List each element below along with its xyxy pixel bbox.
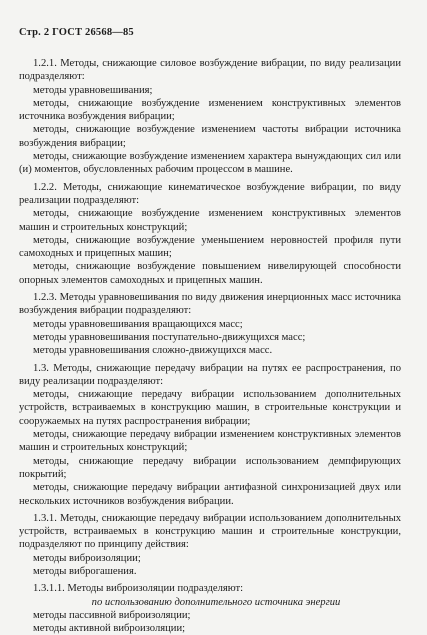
- paragraph: методы, снижающие возбуждение повышением нивелирующей способности опорных элементов самоходных и прицепных машин.: [19, 261, 401, 286]
- paragraph: 1.3.1.1. Методы виброизоляции подразделяют:: [33, 583, 244, 595]
- paragraph: методы активной виброизоляции;: [33, 623, 186, 635]
- paragraph: методы пассивной виброизоляции;: [33, 609, 191, 621]
- paragraph: методы уравновешивания вращающихся масс;: [33, 318, 243, 330]
- paragraph: методы уравновешивания поступательно-движущихся масс;: [33, 331, 306, 343]
- paragraph: 1.2.3. Методы уравновешивания по виду движения инерционных масс источника возбуждения вибрации подразделяют:: [19, 292, 401, 317]
- document-body: [19, 57, 401, 635]
- paragraph: методы виброгашения.: [33, 565, 137, 577]
- paragraph: методы, снижающие передачу вибрации использованием дополнительных устройств, встраиваемых в конструкцию машин, в строительные конструкции и сооружаемых на путях распространения вибрации;: [19, 389, 401, 427]
- paragraph: методы, снижающие возбуждение изменением конструктивных элементов источника возбуждения вибрации;: [19, 97, 401, 123]
- paragraph: методы уравновешивания сложно-движущихся масс.: [33, 345, 273, 357]
- paragraph: методы, снижающие возбуждение уменьшением неровностей профиля пути самоходных и прицепных машин;: [19, 234, 401, 260]
- paragraph: 1.3.1. Методы, снижающие передачу вибрации использованием дополнительных устройств, встраиваемых в конструкцию машин и строительные конструкции, подразделяют по принципу действия:: [19, 512, 401, 551]
- paragraph: методы, снижающие передачу вибрации антифазной синхронизацией двух или нескольких источников возбуждения вибрации.: [19, 482, 401, 507]
- paragraph: методы виброизоляции;: [33, 552, 141, 564]
- paragraph: методы, снижающие передачу вибрации изменением конструктивных элементов машин и строительных конструкций;: [19, 429, 401, 454]
- paragraph: методы, снижающие передачу вибрации использованием демпфирующих покрытий;: [19, 455, 401, 480]
- paragraph: методы, снижающие возбуждение изменением характера вынуждающих сил или (и) моментов, обусловленных рабочим процессом в машине.: [19, 151, 401, 176]
- paragraph: методы, снижающие возбуждение изменением частоты вибрации источника возбуждения вибрации;: [19, 124, 401, 149]
- subheading: по использованию дополнительного источника энергии: [91, 596, 341, 608]
- paragraph: 1.2.2. Методы, снижающие кинематическое возбуждение вибрации, по виду реализации подразделяют:: [19, 181, 401, 206]
- paragraph: методы уравновешивания;: [33, 84, 153, 96]
- paragraph: 1.3. Методы, снижающие передачу вибрации на путях ее распространения, по виду реализации подразделяют:: [19, 362, 401, 387]
- page-header: Стр. 2 ГОСТ 26568—85: [19, 27, 134, 38]
- paragraph: 1.2.1. Методы, снижающие силовое возбуждение вибрации, по виду реализации подразделяют:: [19, 58, 401, 83]
- paragraph: методы, снижающие возбуждение изменением конструктивных элементов машин и строительных конструкций;: [19, 208, 401, 233]
